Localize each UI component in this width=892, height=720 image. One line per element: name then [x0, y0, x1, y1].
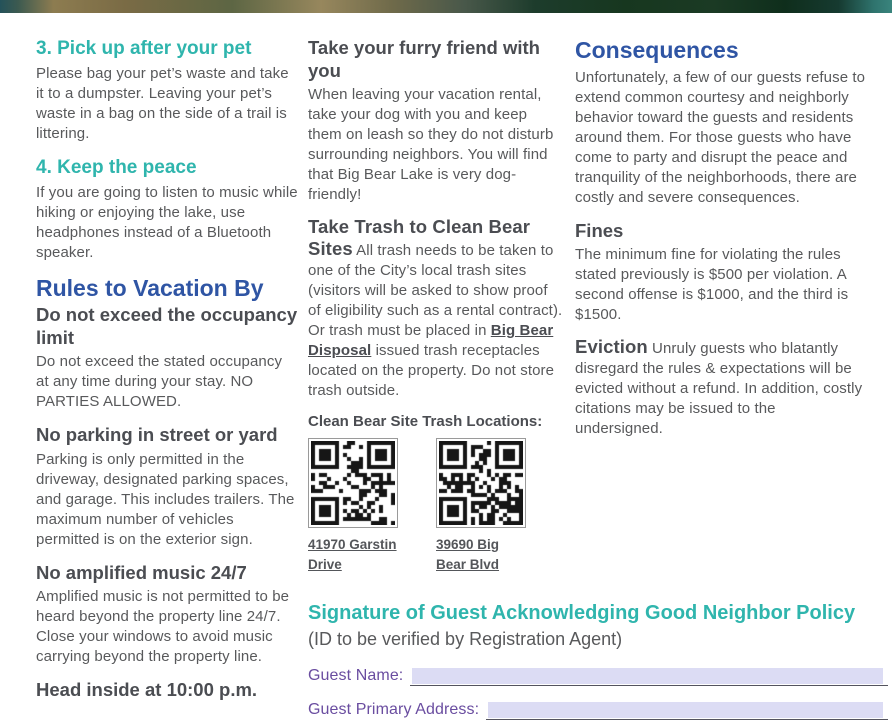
- no-parking-body: Parking is only permitted in the driveway, designated parking spaces, and garage. This includes trailers. The maximum number of vehicles permitted is on the exterior sign.: [36, 450, 295, 548]
- guest-primary-address-line: [486, 697, 888, 720]
- guest-name-input[interactable]: [412, 668, 883, 684]
- consequences-heading: Consequences: [575, 37, 739, 63]
- columns-2-3: [308, 37, 892, 586]
- section-keep-the-peace: [36, 156, 299, 263]
- section-head-inside: [36, 679, 299, 702]
- section-fines: [575, 220, 866, 326]
- eviction-body: Unruly guests who blatantly disregard the rules & expectations will be evicted without a refund. In addition, costly citations may be issued to the undersigned.: [575, 340, 863, 438]
- rule-3-heading: 3. Pick up after your pet: [36, 38, 252, 59]
- guest-primary-address-input[interactable]: [488, 702, 883, 718]
- section-qr-locations: [308, 413, 563, 574]
- section-trash-sites: [308, 217, 563, 401]
- fines-heading: Fines: [575, 219, 624, 241]
- qr-row: [308, 438, 563, 574]
- eviction-heading: Eviction: [575, 336, 648, 358]
- occupancy-body: Do not exceed the stated occupancy at any time during your stay. NO PARTIES ALLOWED.: [36, 353, 283, 411]
- rule-3-body: Please bag your pet’s waste and take it to a dumpster. Leaving your pet’s waste in a bag on the side of a trail is littering.: [36, 64, 289, 142]
- guest-name-row: [308, 663, 888, 686]
- qr-locations-label: Clean Bear Site Trash Locations:: [308, 413, 543, 431]
- guest-name-label: Guest Name:: [308, 667, 404, 685]
- trash-sites-body-after: issued trash receptacles located on the property. Do not store trash outside.: [308, 342, 555, 400]
- no-music-heading: No amplified music 24/7: [36, 561, 247, 583]
- no-music-body: Amplified music is not permitted to be heard beyond the property line 24/7. Close your windows to avoid music carrying beyond the property line.: [36, 588, 290, 666]
- consequences-body: Unfortunately, a few of our guests refuse to extend common courtesy and neighborly behavior toward the guests and residents around them. For those guests who have come to party and disrupt the peace and tranquility of the neighborhoods, there are costly and severe consequences.: [575, 68, 866, 206]
- garstin-drive-link[interactable]: 41970 Garstin Drive: [308, 537, 397, 572]
- no-parking-heading: No parking in street or yard: [36, 424, 278, 446]
- right-area: [308, 37, 892, 720]
- signature-title: Signature of Guest Acknowledging Good Neighbor Policy: [308, 602, 856, 625]
- trash-sites-paragraph: [308, 217, 563, 401]
- furry-friend-body: When leaving your vacation rental, take your dog with you and keep them on leash so they do not disturb surrounding neighbors. You will find that Big Bear Lake is very dog-friendly!: [308, 86, 554, 204]
- qr-item-big-bear-blvd: [436, 438, 532, 574]
- signature-note: (ID to be verified by Registration Agent): [308, 629, 623, 650]
- guest-primary-address-label: Guest Primary Address:: [308, 701, 480, 719]
- section-furry-friend: [308, 37, 563, 205]
- qr-code-big-bear-blvd-icon[interactable]: [436, 438, 526, 528]
- signature-section: [308, 600, 892, 720]
- column-right: [575, 37, 892, 586]
- guest-name-line: [410, 663, 888, 686]
- qr-code-garstin-icon[interactable]: [308, 438, 398, 528]
- section-consequences: [575, 37, 866, 208]
- section-pick-up-after-pet: [36, 37, 299, 144]
- column-left: [36, 37, 299, 720]
- section-occupancy-limit: [36, 304, 299, 412]
- fines-body: The minimum fine for violating the rules stated previously is $500 per violation. A second offense is $1000, and the third is $1500.: [575, 246, 849, 324]
- header-photo-strip: [0, 0, 892, 13]
- content: [0, 13, 892, 720]
- head-inside-heading: Head inside at 10:00 p.m.: [36, 679, 258, 701]
- eviction-paragraph: [575, 337, 866, 439]
- qr-item-garstin: [308, 438, 404, 574]
- rule-4-body: If you are going to listen to music while hiking or enjoying the lake, use headphones instead of a Bluetooth speaker.: [36, 183, 298, 261]
- occupancy-heading: Do not exceed the occupancy limit: [36, 304, 298, 348]
- trash-sites-heading: Take Trash to Clean Bear Sites: [308, 216, 531, 260]
- big-bear-disposal-link[interactable]: Big Bear Disposal: [308, 322, 554, 360]
- rules-to-vacation-by-title: Rules to Vacation By: [36, 274, 264, 301]
- section-no-amplified-music: [36, 562, 299, 668]
- guest-primary-address-row: [308, 697, 888, 720]
- trash-sites-body-before: All trash needs to be taken to one of the City’s local trash sites (visitors will be asked to show proof of eligibility such as a rental contract). Or trash must be placed in: [308, 242, 563, 340]
- signature-title-line: [308, 600, 868, 652]
- furry-friend-heading: Take your furry friend with you: [308, 37, 540, 81]
- rule-4-heading: 4. Keep the peace: [36, 156, 197, 178]
- section-no-parking: [36, 424, 299, 550]
- section-eviction: [575, 337, 866, 439]
- column-middle: [308, 37, 563, 586]
- big-bear-blvd-link[interactable]: 39690 Big Bear Blvd: [436, 537, 500, 572]
